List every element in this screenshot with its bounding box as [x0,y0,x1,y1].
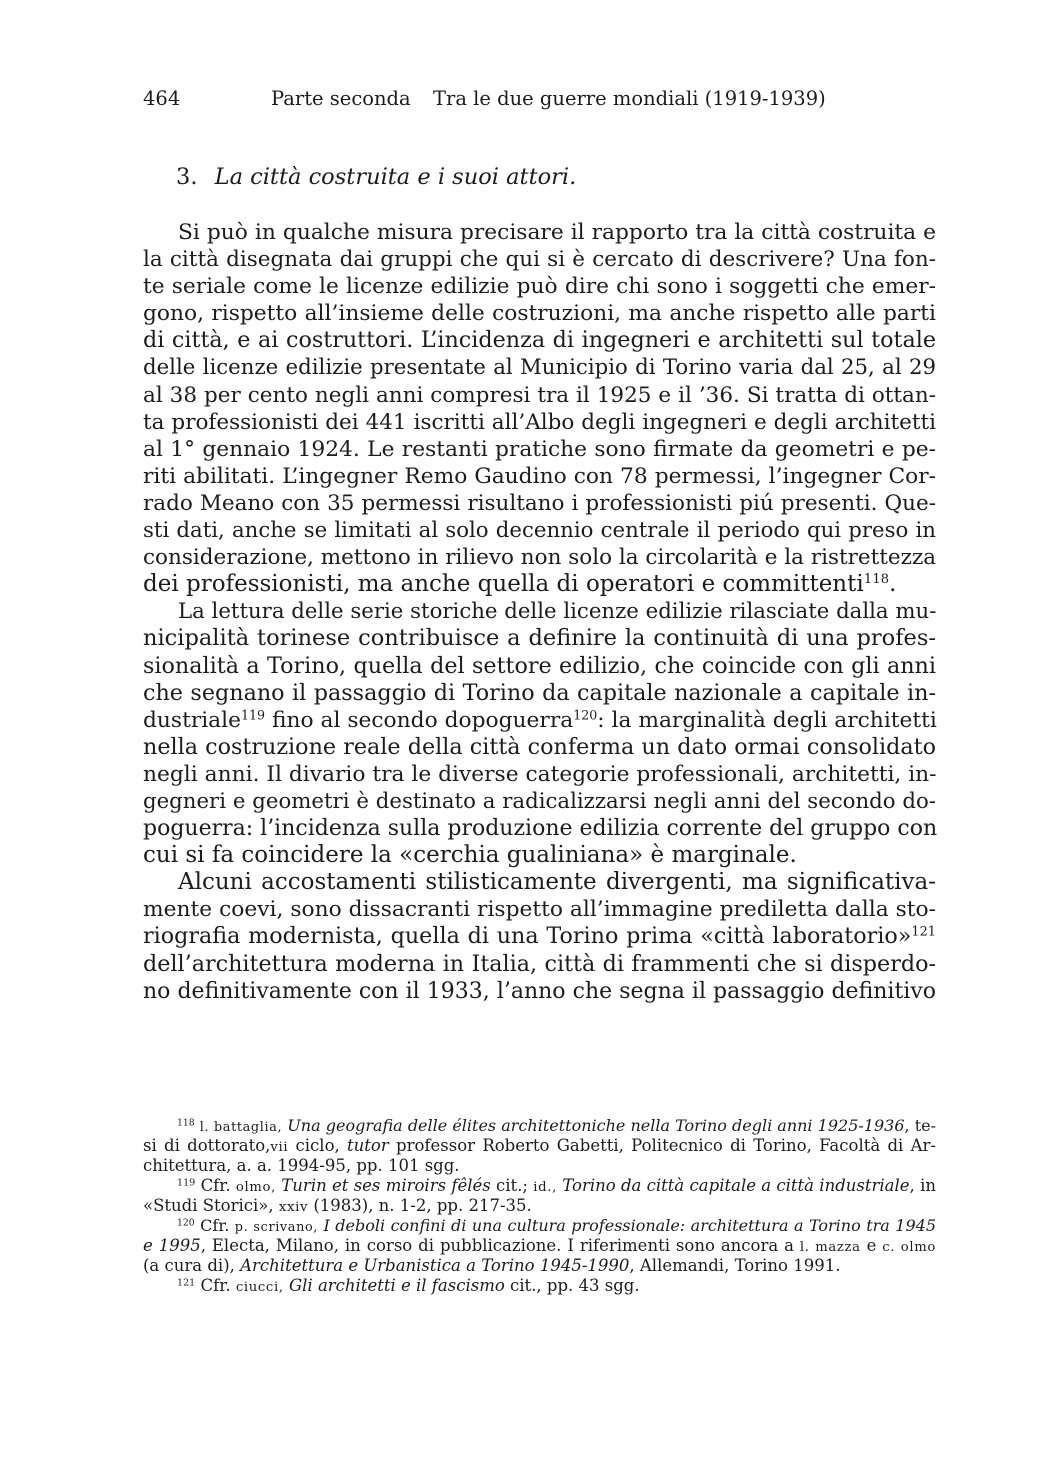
text-line: mente coevi, sono dissacranti rispetto all’immagine prediletta dalla sto- [143,897,936,923]
text-line: dell’architettura moderna in Italia, città di frammenti che si disperdo- [143,950,936,977]
text-line: negli anni. Il divario tra le diverse categorie professionali, architetti, in- [143,761,937,787]
text-line: riti abilitati. L’ingegner Remo Gaudino con 78 permessi, l’ingegner Cor- [143,463,936,489]
footnote-121: $^{121}$ Cfr. ciucci, Gli architetti e il fascismo cit., pp. 43 sgg. [177,1276,640,1295]
section-number: 3. [176,164,198,190]
running-title: Tra le due guerre mondiali (1919-1939) [433,87,826,110]
text-line: nella costruzione reale della città conferma un dato ormai consolidato [143,733,936,760]
page-number: 464 [143,87,181,110]
footnote-line: e 1995, Electa, Milano, in corso di pubblicazione. I riferimenti sono ancora a l. mazza e c. olmo [143,1236,936,1255]
footnote-ref-120[interactable]: 120 [573,707,598,723]
text-line: poguerra: l’incidenza sulla produzione edilizia corrente del gruppo con [143,816,938,842]
text-line: te seriale come le licenze edilizie può dire chi sono i soggetti che emer- [143,274,936,300]
footnote-ref-121[interactable]: 121 [911,924,936,940]
text-line: gono, rispetto all’insieme delle costruzioni, ma anche rispetto alle parti [143,301,936,327]
text-line: delle licenze edilizie presentate al Municipio di Torino varia dal 25, al 29 [143,355,936,381]
text-line: al 1° gennaio 1924. Le restanti pratiche sono firmate da geometri e pe- [143,436,936,462]
text-line: ta professionisti dei 441 iscritti all’Albo degli ingegneri e degli architetti [143,409,936,435]
text-line: al 38 per cento negli anni compresi tra il 1925 e il ’36. Si tratta di ottan- [143,382,936,408]
text-line: considerazione, mettono in rilievo non solo la circolarità e la ristrettezza [143,545,937,571]
footnote-line: chitettura, a. a. 1994-95, pp. 101 sgg. [143,1156,460,1175]
footnote-ref-119[interactable]: 119 [240,707,266,723]
part-label: Parte seconda [271,87,411,110]
text-line: sionalità a Torino, quella del settore edilizio, che coincide con gli anni [143,652,936,679]
text-line: nicipalità torinese contribuisce a definire la continuità di una profes- [143,625,936,652]
footnote-line: (a cura di), Architettura e Urbanistica a Torino 1945-1990, Allemandi, Torino 1991. [143,1256,841,1275]
text-line: rado Meano con 35 permessi risultano i professionisti piú presenti. Que- [143,490,936,516]
text-line: sti dati, anche se limitati al solo decennio centrale il periodo qui preso in [143,518,936,544]
text-line: riografia modernista, quella di una Torino prima «città laboratorio»$^{121}$ [143,923,936,950]
footnote-line: «Studi Storici», xxiv (1983), n. 1-2, pp. 217-35. [143,1196,532,1215]
section-title: La città costruita e i suoi attori. [214,164,577,190]
body-text [143,219,936,1005]
text-line: dustriale$^{119}$ fino al secondo dopoguerra$^{120}$: la marginalità degli architetti [143,707,937,733]
text-line: che segnano il passaggio di Torino da capitale nazionale a capitale in- [143,679,936,706]
text-line: Si può in qualche misura precisare il rapporto tra la città costruita e [178,220,936,245]
footnote-119: $^{119}$ Cfr. olmo, Turin et ses miroirs fêlés cit.; id., Torino da città capitale a città industriale, in [177,1176,936,1195]
text-line: gegneri e geometri è destinato a radicalizzarsi negli anni del secondo do- [143,788,936,814]
text-line: cui si fa coincidere la «cerchia gualiniana» è marginale. [143,842,797,869]
footnote-ref-118[interactable]: 118 [863,572,890,588]
text-line: di città, e ai costruttori. L’incidenza di ingegneri e architetti sul totale [143,327,936,354]
text-line: La lettura delle serie storiche delle licenze edilizie rilasciate dalla mu- [178,599,937,625]
footnote-118: $^{118}$ l. battaglia, Una geografia delle élites architettoniche nella Torino degli anni 1925-1936, te- [177,1116,936,1135]
text-line: no definitivamente con il 1933, l’anno che segna il passaggio definitivo [143,978,936,1004]
section-heading [176,162,576,192]
footnote-120: $^{120}$ Cfr. p. scrivano, I deboli confini di una cultura professionale: architettura a Torino tra 1945 [177,1216,937,1235]
text-line: la città disegnata dai gruppi che qui si è cercato di descrivere? Una fon- [143,247,936,273]
text-line: Alcuni accostamenti stilisticamente divergenti, ma significativa- [178,869,936,896]
footnote-line: si di dottorato,vii ciclo, tutor professor Roberto Gabetti, Politecnico di Torino, Facoltà di Ar- [143,1136,936,1155]
footnotes [143,1116,936,1296]
text-line: dei professionisti, ma anche quella di operatori e committenti$^{118}$. [143,571,897,598]
